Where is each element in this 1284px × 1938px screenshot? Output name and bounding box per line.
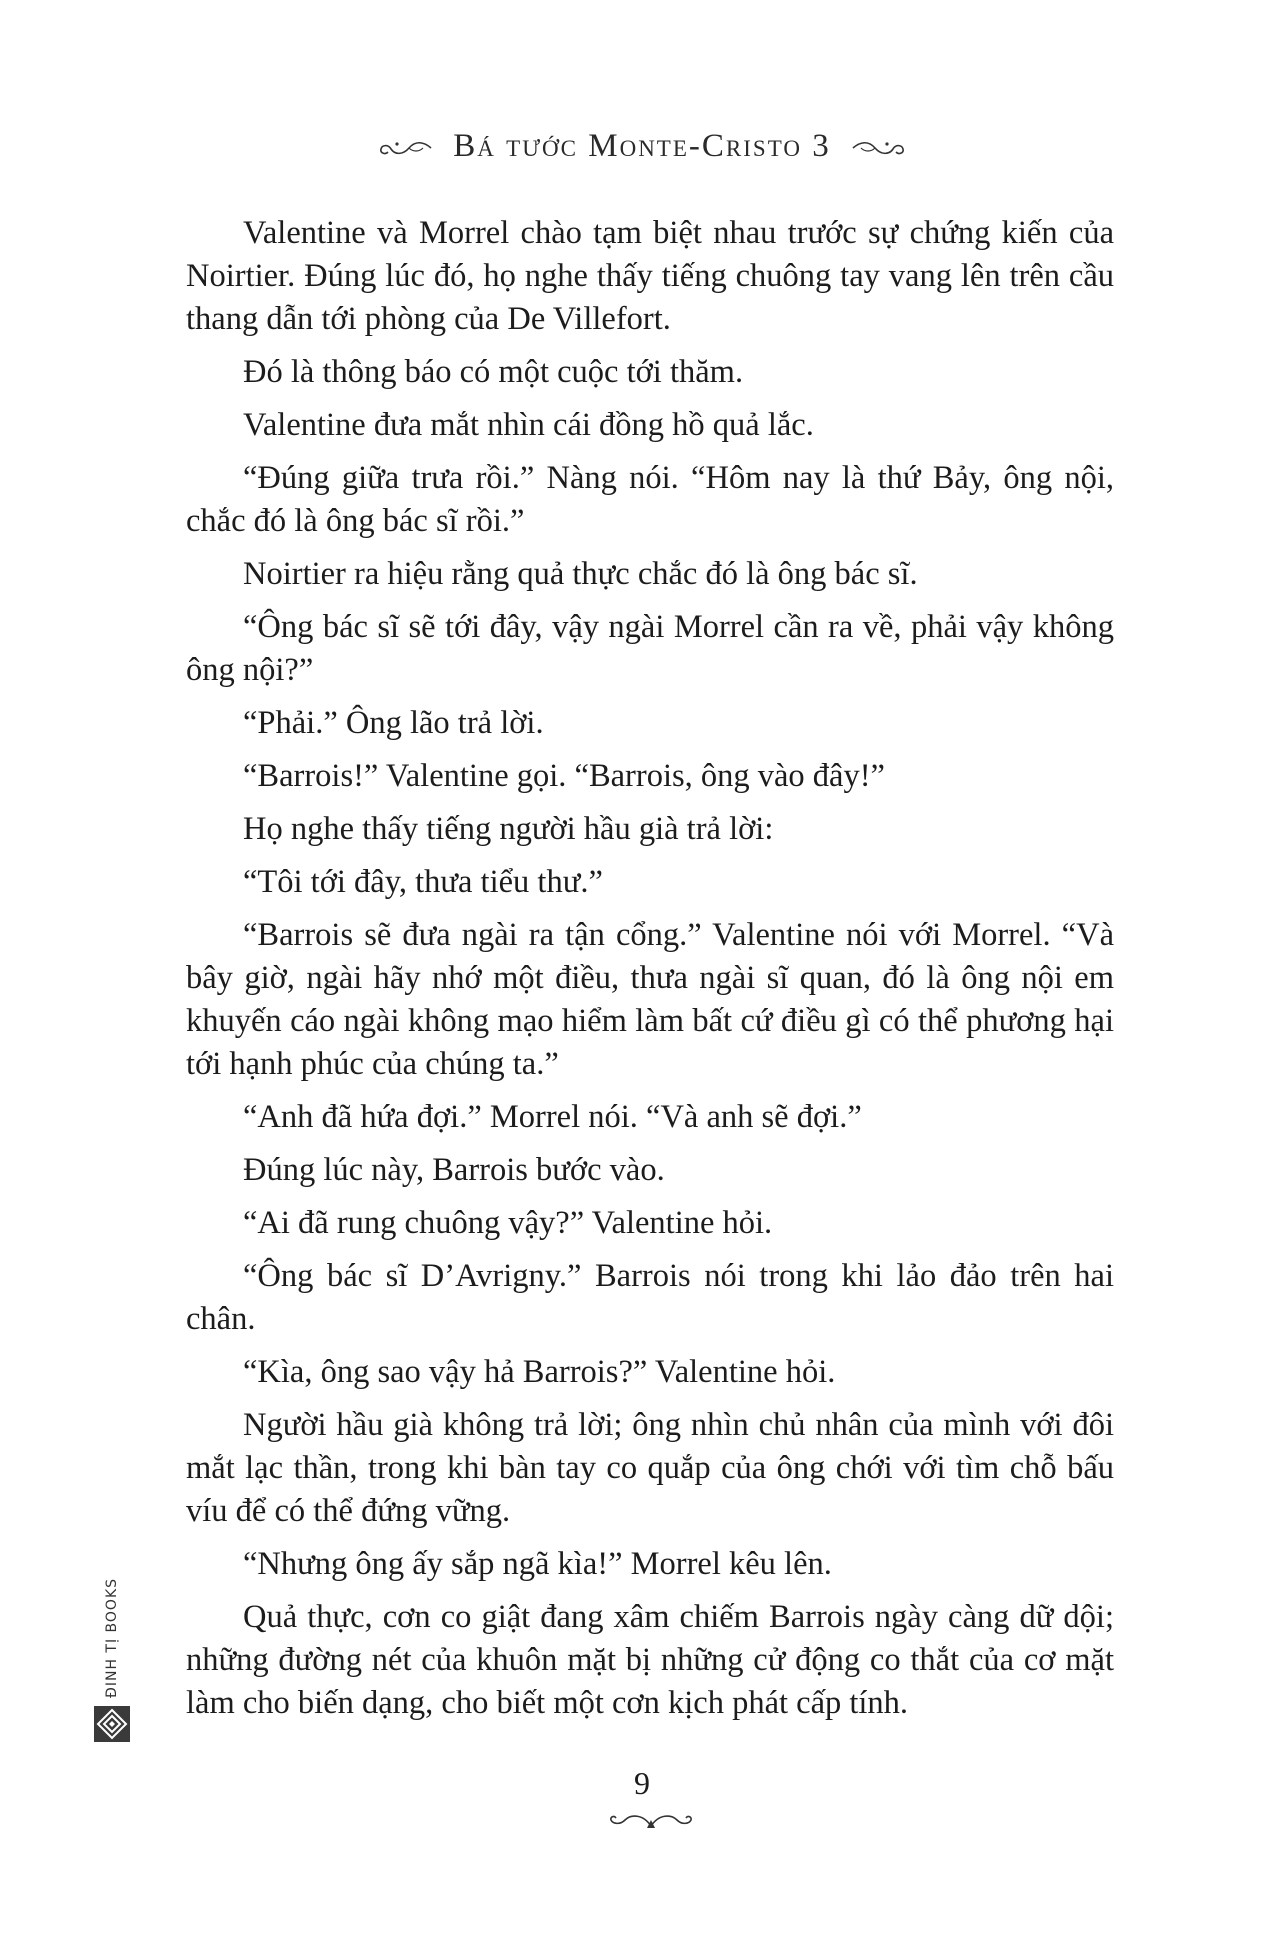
paragraph: “Đúng giữa trưa rồi.” Nàng nói. “Hôm nay là thứ Bảy, ông nội, chắc đó là ông bác sĩ rồi.”: [186, 460, 1114, 539]
footer-ornament-icon: [607, 1810, 695, 1832]
paragraph: Đúng lúc này, Barrois bước vào.: [243, 1152, 665, 1188]
paragraph: “Nhưng ông ấy sắp ngã kìa!” Morrel kêu lên.: [243, 1546, 832, 1582]
paragraph: “Ông bác sĩ D’Avrigny.” Barrois nói trong khi lảo đảo trên hai chân.: [186, 1258, 1114, 1337]
paragraph: “Ai đã rung chuông vậy?” Valentine hỏi.: [243, 1205, 773, 1241]
paragraph: “Barrois sẽ đưa ngài ra tận cổng.” Valentine nói với Morrel. “Và bây giờ, ngài hãy nhớ một điều, thưa ngài sĩ quan, đó là ông nội em khuyến cáo ngài không mạo hiểm làm bất cứ điều gì có thể phương hại tới hạnh phúc của chúng ta.”: [186, 917, 1114, 1082]
paragraph: Noirtier ra hiệu rằng quả thực chắc đó là ông bác sĩ.: [243, 556, 918, 592]
paragraph: Quả thực, cơn co giật đang xâm chiếm Barrois ngày càng dữ dội; những đường nét của khuôn mặt bị những cử động co thắt của cơ mặt làm cho biến dạng, cho biết một cơn kịch phát cấp tính.: [186, 1599, 1114, 1721]
paragraph: “Barrois!” Valentine gọi. “Barrois, ông vào đây!”: [243, 758, 885, 794]
paragraph: “Kìa, ông sao vậy hả Barrois?” Valentine hỏi.: [243, 1354, 836, 1390]
paragraph: “Tôi tới đây, thưa tiểu thư.”: [243, 864, 603, 900]
paragraph: Họ nghe thấy tiếng người hầu già trả lời:: [243, 811, 774, 847]
paragraph: “Anh đã hứa đợi.” Morrel nói. “Và anh sẽ đợi.”: [243, 1099, 862, 1135]
body-text: [186, 212, 1114, 1735]
paragraph: Người hầu già không trả lời; ông nhìn chủ nhân của mình với đôi mắt lạc thần, trong khi bàn tay co quắp của ông chới với tìm chỗ bấu víu để có thể đứng vững.: [186, 1407, 1114, 1529]
paragraph: “Ông bác sĩ sẽ tới đây, vậy ngài Morrel cần ra về, phải vậy không ông nội?”: [186, 609, 1114, 688]
publisher-mark: [92, 1568, 132, 1748]
running-header-title: Bá tước Monte-Cristo 3: [453, 128, 831, 164]
paragraph: Đó là thông báo có một cuộc tới thăm.: [243, 354, 744, 390]
publisher-name: ĐINH TỊ BOOKS: [104, 1577, 120, 1698]
publisher-logo-icon: [94, 1706, 130, 1742]
paragraph: Valentine đưa mắt nhìn cái đồng hồ quả lắc.: [243, 407, 814, 443]
page-number: 9: [634, 1765, 650, 1801]
left-ornament-icon: [377, 137, 433, 159]
paragraph: “Phải.” Ông lão trả lời.: [243, 705, 544, 741]
paragraph: Valentine và Morrel chào tạm biệt nhau trước sự chứng kiến của Noirtier. Đúng lúc đó, họ nghe thấy tiếng chuông tay vang lên trên cầu thang dẫn tới phòng của De Villefort.: [186, 215, 1114, 337]
right-ornament-icon: [851, 137, 907, 159]
running-header: [0, 128, 1284, 165]
